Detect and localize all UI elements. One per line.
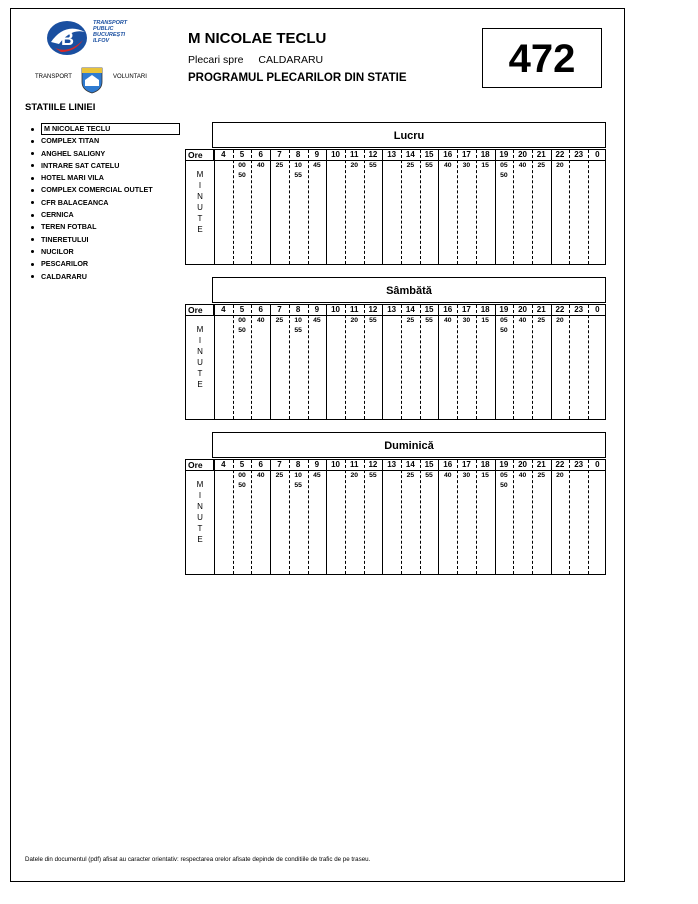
- column-divider: [588, 305, 589, 419]
- hour-cell: 6: [258, 305, 263, 314]
- station-item: [30, 123, 180, 135]
- bullet-icon: [31, 275, 34, 278]
- departure-minute: 30: [462, 317, 471, 324]
- departure-minute: 55: [294, 327, 302, 334]
- hour-cell: 13: [387, 305, 397, 314]
- departure-minute: 30: [462, 472, 471, 479]
- column-divider: [569, 150, 570, 264]
- departure-minute: 45: [313, 162, 321, 169]
- station-name: CALDARARU: [41, 271, 87, 281]
- bullet-icon: [31, 263, 34, 266]
- hour-cell: 10: [331, 150, 340, 159]
- station-title: M NICOLAE TECLU: [188, 30, 327, 47]
- destination-name: CALDARARU: [258, 54, 324, 66]
- station-item: [30, 271, 180, 283]
- schedule-table: [185, 432, 606, 575]
- hour-cell: 8: [295, 150, 301, 159]
- departure-minute: 40: [443, 317, 452, 324]
- station-name: CFR BALACEANCA: [41, 197, 109, 207]
- hours-row: [186, 305, 605, 316]
- hour-cell: 19: [499, 460, 509, 469]
- departure-minute: 25: [537, 472, 546, 479]
- hour-cell: 4: [221, 305, 226, 314]
- departure-minute: 25: [406, 317, 415, 324]
- departure-minute: 40: [518, 472, 527, 479]
- station-name: PESCARILOR: [41, 259, 89, 269]
- minutes-label-letter: U: [197, 513, 203, 522]
- column-divider: [326, 305, 327, 419]
- hour-cell: 15: [424, 305, 434, 314]
- minutes-label-letter: N: [197, 502, 203, 511]
- hour-cell: 16: [443, 460, 453, 469]
- station-name: TEREN FOTBAL: [41, 222, 97, 232]
- station-item: [30, 209, 180, 221]
- minutes-label-letter: I: [198, 491, 202, 500]
- departure-minute: 20: [556, 472, 564, 479]
- hours-label: Ore: [186, 150, 214, 160]
- hour-cell: 9: [314, 305, 320, 314]
- hour-cell: 9: [314, 150, 320, 159]
- departure-minute: 55: [425, 472, 433, 479]
- bullet-icon: [31, 189, 34, 192]
- departure-minute: 10: [294, 162, 302, 169]
- svg-text:B: B: [61, 29, 74, 49]
- minutes-label-letter: M: [196, 325, 204, 334]
- hour-cell: 20: [518, 150, 527, 159]
- departure-minute: 55: [425, 162, 433, 169]
- minutes-label: [194, 169, 206, 235]
- departure-minute: 55: [369, 162, 377, 169]
- departure-minute: 50: [238, 327, 246, 334]
- hour-cell: 15: [424, 150, 434, 159]
- footer-disclaimer: Datele din documentul (pdf) afisat au caracter orientativ: respectarea orelor afisate depinde de conditiile de trafic de pe traseu.: [25, 856, 371, 863]
- departure-minute: 20: [350, 162, 359, 169]
- departure-minute: 25: [275, 317, 284, 324]
- station-item: [30, 258, 180, 270]
- column-divider: [326, 460, 327, 574]
- hour-cell: 20: [518, 305, 527, 314]
- departure-minute: 20: [350, 472, 359, 479]
- column-divider: [382, 460, 383, 574]
- minutes-label-letter: N: [197, 192, 203, 201]
- column-divider: [214, 150, 215, 264]
- column-divider: [214, 460, 215, 574]
- minutes-label-letter: E: [197, 380, 203, 389]
- minutes-label-letter: M: [196, 480, 204, 489]
- logo-line: ILFOV: [93, 38, 110, 44]
- minutes-label: [194, 324, 206, 390]
- logo-line: PUBLIC: [93, 26, 114, 32]
- minutes-label-letter: I: [198, 336, 202, 345]
- departure-minute: 15: [481, 317, 489, 324]
- hour-cell: 14: [405, 305, 415, 314]
- logo-line: BUCUREȘTI: [93, 32, 126, 38]
- hours-row: [186, 460, 605, 471]
- schedule-grid: [185, 304, 606, 420]
- bullet-icon: [31, 250, 34, 253]
- hour-cell: 7: [277, 460, 282, 469]
- minutes-label-letter: E: [197, 535, 203, 544]
- departure-minute: 05: [500, 317, 508, 324]
- hour-cell: 18: [480, 460, 490, 469]
- departure-minute: 50: [238, 172, 246, 179]
- hour-cell: 15: [424, 460, 434, 469]
- bullet-icon: [31, 201, 34, 204]
- bullet-icon: [31, 226, 34, 229]
- destination-line: [188, 54, 323, 66]
- column-divider: [569, 305, 570, 419]
- hour-cell: 10: [331, 305, 340, 314]
- bullet-icon: [31, 164, 34, 167]
- voluntari-right-text: VOLUNTARI: [113, 74, 147, 80]
- hour-cell: 23: [574, 150, 584, 159]
- departure-minute: 40: [256, 317, 265, 324]
- bullet-icon: [31, 214, 34, 217]
- station-item: [30, 135, 180, 147]
- departure-minute: 40: [443, 472, 452, 479]
- minutes-label-letter: I: [198, 181, 202, 190]
- hour-cell: 11: [350, 460, 359, 469]
- station-name: M NICOLAE TECLU: [41, 123, 180, 135]
- station-item: [30, 246, 180, 258]
- departure-minute: 55: [369, 317, 377, 324]
- hours-row: [186, 150, 605, 161]
- hour-cell: 4: [221, 150, 226, 159]
- station-item: [30, 221, 180, 233]
- departure-minute: 25: [406, 162, 415, 169]
- departure-minute: 10: [294, 317, 302, 324]
- station-item: [30, 184, 180, 196]
- program-title: PROGRAMUL PLECARILOR DIN STATIE: [188, 72, 407, 84]
- stations-title: STATIILE LINIEI: [25, 102, 96, 113]
- schedule-table: [185, 122, 606, 265]
- minutes-label: [194, 479, 206, 545]
- departure-minute: 00: [238, 472, 246, 479]
- hours-label: Ore: [186, 460, 214, 470]
- departure-minute: 55: [369, 472, 377, 479]
- schedule-grid: [185, 149, 606, 265]
- departure-minute: 00: [238, 162, 246, 169]
- station-name: INTRARE SAT CATELU: [41, 160, 120, 170]
- station-name: ANGHEL SALIGNY: [41, 148, 106, 158]
- minutes-label-letter: T: [197, 369, 203, 378]
- hour-cell: 21: [536, 305, 546, 314]
- station-name: HOTEL MARI VILA: [41, 173, 104, 183]
- station-name: NUCILOR: [41, 246, 74, 256]
- hour-cell: 22: [555, 305, 565, 314]
- voluntari-left-text: TRANSPORT: [35, 74, 72, 80]
- hour-cell: 0: [595, 150, 600, 159]
- hour-cell: 13: [387, 460, 397, 469]
- hour-cell: 6: [258, 460, 263, 469]
- hour-cell: 19: [499, 150, 509, 159]
- departure-minute: 15: [481, 472, 489, 479]
- column-divider: [588, 460, 589, 574]
- departure-minute: 20: [350, 317, 359, 324]
- hour-cell: 17: [461, 150, 471, 159]
- station-name: COMPLEX COMERCIAL OUTLET: [41, 185, 153, 195]
- hour-cell: 12: [368, 460, 378, 469]
- hour-cell: 23: [574, 305, 584, 314]
- departure-minute: 10: [294, 472, 302, 479]
- departure-minute: 25: [537, 317, 546, 324]
- departure-minute: 40: [443, 162, 452, 169]
- departure-minute: 40: [518, 317, 527, 324]
- departure-minute: 25: [537, 162, 546, 169]
- hour-cell: 8: [295, 305, 301, 314]
- station-name: TINERETULUI: [41, 234, 89, 244]
- hour-cell: 5: [239, 150, 245, 159]
- departure-minute: 25: [275, 472, 284, 479]
- voluntari-crest-icon: [81, 66, 103, 94]
- bullet-icon: [31, 238, 34, 241]
- hour-cell: 9: [314, 460, 320, 469]
- hour-cell: 14: [405, 460, 415, 469]
- logo-text: [93, 20, 127, 44]
- departure-minute: 15: [481, 162, 489, 169]
- hour-cell: 8: [295, 460, 301, 469]
- tpbi-logo-icon: [45, 18, 89, 58]
- hour-cell: 21: [536, 150, 546, 159]
- hour-cell: 12: [368, 305, 378, 314]
- departure-minute: 20: [556, 162, 564, 169]
- hour-cell: 7: [277, 305, 282, 314]
- departure-minute: 40: [256, 472, 265, 479]
- station-item: [30, 197, 180, 209]
- column-divider: [214, 305, 215, 419]
- schedule-day-title: Duminică: [212, 432, 606, 458]
- column-divider: [326, 150, 327, 264]
- minutes-label-letter: M: [196, 170, 204, 179]
- schedule-grid: [185, 459, 606, 575]
- column-divider: [588, 150, 589, 264]
- minutes-label-letter: N: [197, 347, 203, 356]
- logo-line: TRANSPORT: [93, 20, 128, 26]
- hour-cell: 5: [239, 460, 245, 469]
- departure-minute: 25: [275, 162, 284, 169]
- bullet-icon: [31, 152, 34, 155]
- departure-minute: 25: [406, 472, 415, 479]
- station-item: [30, 234, 180, 246]
- schedule-day-title: Lucru: [212, 122, 606, 148]
- column-divider: [382, 150, 383, 264]
- departure-minute: 55: [425, 317, 433, 324]
- hour-cell: 4: [221, 460, 226, 469]
- hour-cell: 0: [595, 460, 600, 469]
- station-item: [30, 160, 180, 172]
- departure-minute: 05: [500, 472, 508, 479]
- stations-list: [30, 123, 180, 283]
- hour-cell: 18: [480, 305, 490, 314]
- schedule-day-title: Sâmbătă: [212, 277, 606, 303]
- station-name: CERNICA: [41, 210, 74, 220]
- departure-minute: 50: [500, 327, 508, 334]
- bullet-icon: [31, 140, 34, 143]
- hour-cell: 16: [443, 150, 453, 159]
- hour-cell: 22: [555, 460, 565, 469]
- minutes-label-letter: U: [197, 358, 203, 367]
- line-number: 472: [482, 28, 602, 88]
- station-item: [30, 148, 180, 160]
- hour-cell: 6: [258, 150, 263, 159]
- bullet-icon: [31, 177, 34, 180]
- hour-cell: 13: [387, 150, 397, 159]
- minutes-label-letter: E: [197, 225, 203, 234]
- minutes-label-letter: T: [197, 524, 203, 533]
- hour-cell: 14: [405, 150, 415, 159]
- departure-minute: 20: [556, 317, 564, 324]
- minutes-label-letter: T: [197, 214, 203, 223]
- departure-minute: 40: [256, 162, 265, 169]
- destination-prefix: Plecari spre: [188, 54, 244, 66]
- hour-cell: 5: [239, 305, 245, 314]
- hours-label: Ore: [186, 305, 214, 315]
- departure-minute: 50: [500, 172, 508, 179]
- hour-cell: 12: [368, 150, 378, 159]
- hour-cell: 16: [443, 305, 453, 314]
- hour-cell: 11: [350, 305, 359, 314]
- hour-cell: 0: [595, 305, 600, 314]
- hour-cell: 18: [480, 150, 490, 159]
- hour-cell: 22: [555, 150, 565, 159]
- hour-cell: 20: [518, 460, 527, 469]
- departure-minute: 50: [238, 482, 246, 489]
- hour-cell: 10: [331, 460, 340, 469]
- hour-cell: 7: [277, 150, 282, 159]
- hour-cell: 17: [461, 460, 471, 469]
- departure-minute: 40: [518, 162, 527, 169]
- hour-cell: 17: [461, 305, 471, 314]
- departure-minute: 00: [238, 317, 246, 324]
- schedule-table: [185, 277, 606, 420]
- departure-minute: 55: [294, 482, 302, 489]
- hour-cell: 19: [499, 305, 509, 314]
- column-divider: [382, 305, 383, 419]
- hour-cell: 21: [536, 460, 546, 469]
- logo-block: [35, 18, 145, 88]
- departure-minute: 55: [294, 172, 302, 179]
- station-item: [30, 172, 180, 184]
- minutes-label-letter: U: [197, 203, 203, 212]
- bullet-icon: [31, 128, 34, 131]
- column-divider: [569, 460, 570, 574]
- departure-minute: 45: [313, 317, 321, 324]
- departure-minute: 45: [313, 472, 321, 479]
- hour-cell: 23: [574, 460, 584, 469]
- hour-cell: 11: [350, 150, 359, 159]
- departure-minute: 50: [500, 482, 508, 489]
- station-name: COMPLEX TITAN: [41, 136, 100, 146]
- departure-minute: 05: [500, 162, 508, 169]
- departure-minute: 30: [462, 162, 471, 169]
